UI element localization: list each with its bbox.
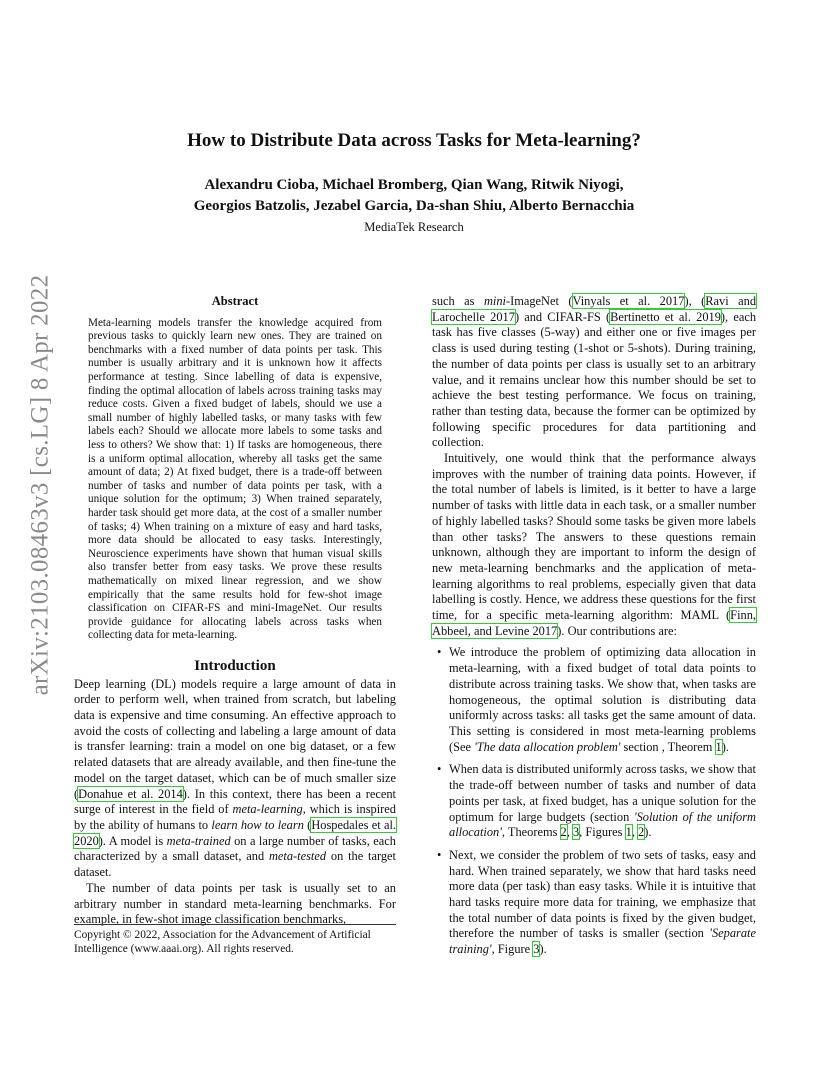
right-paragraph-2	[432, 451, 756, 639]
authors-line-1: Alexandru Cioba, Michael Bromberg, Qian Wang, Ritwik Niyogi,	[204, 177, 624, 193]
emphasis: meta-tested	[268, 849, 327, 864]
text-run: When data is distributed uniformly across tasks, we show that the trade-off between number of tasks and number of data points per task, at fixed budget, has a unique solution for the optimum for large budgets (section	[449, 762, 756, 824]
emphasis: learn how to learn	[211, 817, 304, 832]
text-run: ).	[721, 739, 729, 754]
arxiv-stamp-text: arXiv:2103.08463v3 [cs.LG] 8 Apr 2022	[26, 274, 53, 696]
contribution-item	[432, 762, 756, 841]
text-run: on the target dataset.	[74, 849, 396, 880]
text-run: Deep learning (DL) models require a large amount of data in order to perform well, when trained from scratch, but labeling data is expensive and time consuming. An effective approach to avoid the costs of collecting and labeling a large amount of data is transfer learning: train a model on one big dataset, or a few related datasets that are already available, and then fine-tune the model on the target dataset, which can be of much smaller size (	[74, 676, 396, 801]
text-run: ), each task has five classes (5-way) and either one or five images per class is used during testing (1-shot or 5-shots). During training, the number of data points per class is usually set to an arbitrary value, and it remains unclear how this number should be set to achieve the best testing performance. We focus on training, rather than testing data, because the former can be optimized by following specific procedures for data partitioning and collection.	[432, 309, 757, 450]
emphasis: 'Solution of the uniform allocation'	[449, 809, 756, 840]
right-column	[432, 294, 756, 965]
text-run: -ImageNet (	[505, 294, 573, 308]
figure-ref-link[interactable]: 1	[625, 825, 632, 840]
citation-link[interactable]: Vinyals et al. 2017	[572, 294, 685, 308]
emphasis: 'The data allocation problem'	[474, 739, 621, 754]
text-run: Intuitively, one would think that the performance always improves with the number of training data points. However, if the total number of labels is limited, is it better to have a large number of tasks with little data in each task, or a smaller number of highly labelled tasks? Should some tasks be given more labels than other tasks? The answers to these questions remain unknown, although they are important to inform the design of new meta-learning benchmarks and the application of meta-learning algorithms to real problems, especially given that data labelling is costly. Hence, we address these questions for the first time, for a specific meta-learning algorithm: MAML (	[432, 451, 756, 623]
figure-ref-link[interactable]: 2	[638, 825, 645, 840]
emphasis: mini	[483, 294, 506, 308]
text-run: on a large number of tasks, each characterized by a small dataset, and	[74, 833, 396, 864]
arxiv-identifier-stamp	[20, 274, 60, 696]
emphasis: meta-trained	[166, 833, 231, 848]
citation-link[interactable]: Donahue et al. 2014	[78, 786, 183, 801]
copyright-footnote: Copyright © 2022, Association for the Advancement of Artificial Intelligence (www.aaai.org). All rights reserved.	[74, 924, 396, 956]
contributions-list	[432, 645, 756, 957]
figure-ref-link[interactable]: 3	[533, 942, 540, 957]
theorem-ref-link[interactable]: 3	[572, 825, 580, 840]
abstract-heading: Abstract	[211, 294, 259, 308]
text-run: ,	[631, 825, 639, 840]
abstract-text: Meta-learning models transfer the knowledge acquired from previous tasks to quickly learn new ones. They are trained on benchmarks with a fixed number of data points per task. This number is usually arbitrary and it is unknown how it affects performance at testing. Since labelling of data is expensive, finding the optimal allocation of labels across training tasks may reduce costs. Given a fixed budget of labels, should we use a small number of highly labelled tasks, or many tasks with few labels each? Should we allocate more labels to some tasks and less to others? We show that: 1) If tasks are homogeneous, there is a uniform optimal allocation, whereby all tasks get the same amount of data; 2) At fixed budget, there is a trade-off between number of tasks and number of data points per task, with a unique solution for the optimum; 3) When trained separately, harder task should get more data, at the cost of a smaller number of tasks; 4) When training on a mixture of easy and hard tasks, more data should be allocated to easy tasks. Interestingly, Neuroscience experiments have shown that human visual skills also transfer better from easy tasks. We prove these results mathematically on mixed linear regression, and we show empirically that the same results hold for few-shot image classification on CIFAR-FS and mini-ImageNet. Our results provide guidance for allocating labels across tasks when collecting data for meta-learning.	[88, 316, 382, 642]
text-run: ). Our contributions are:	[557, 623, 677, 638]
text-run: ).	[644, 825, 652, 840]
text-run: ), (	[684, 294, 706, 308]
text-run: such as	[432, 294, 484, 308]
text-run: We introduce the problem of optimizing data allocation in meta-learning, with a fixed budget of total data points to distribute across training tasks. We show that, when tasks are homogeneous, the optimal solution is distributing data uniformly across tasks: all tasks get the same amount of data. This setting is considered in most meta-learning problems (See	[449, 645, 756, 754]
text-run: ). A model is	[98, 833, 167, 848]
contribution-item	[432, 848, 756, 958]
text-run: ). In this context, there has been a recent surge of interest in the field of	[74, 786, 396, 817]
emphasis: meta-learning	[232, 802, 303, 817]
introduction-heading: Introduction	[194, 657, 276, 674]
text-run: Next, we consider the problem of two sets of tasks, easy and hard. When trained separately, we show that hard tasks need more data (per task) than easy tasks. While it is intuitive that hard tasks require more data for training, we emphasize that the total number of data points is fixed by the given budget, therefore the number of tasks is smaller (section	[449, 847, 756, 941]
text-run: ,	[566, 825, 573, 840]
citation-link[interactable]: Bertinetto et al. 2019	[610, 309, 721, 324]
citation-link[interactable]: Finn, Abbeel, and Levine 2017	[432, 608, 756, 638]
right-paragraph-1	[432, 294, 756, 451]
text-run: , Figure	[491, 942, 534, 957]
theorem-ref-link[interactable]: 2	[560, 825, 567, 840]
contribution-item	[432, 645, 756, 755]
emphasis: 'Separate training'	[449, 926, 756, 957]
text-run: , Theorems	[501, 825, 561, 840]
left-column	[74, 294, 396, 928]
paper-title: How to Distribute Data across Tasks for Meta-learning?	[187, 130, 641, 151]
text-run: ) and CIFAR-FS (	[514, 309, 611, 324]
text-run: (	[303, 817, 312, 832]
authors-line-2: Georgios Batzolis, Jezabel Garcia, Da-shan Shiu, Alberto Bernacchia	[193, 198, 635, 214]
text-run: section , Theorem	[620, 739, 716, 754]
text-run: ).	[539, 942, 547, 957]
affiliation: MediaTek Research	[364, 220, 464, 234]
citation-link[interactable]: Ravi and Larochelle 2017	[432, 294, 757, 324]
theorem-ref-link[interactable]: 1	[715, 739, 722, 754]
intro-paragraph-1	[74, 677, 396, 881]
intro-paragraph-2: The number of data points per task is usually set to an arbitrary number in standard meta-learning benchmarks. For example, in few-shot image classification benchmarks,	[74, 880, 396, 927]
author-list	[74, 175, 754, 217]
text-run: , Figures	[579, 825, 626, 840]
text-run: , which is inspired by the ability of humans to	[74, 802, 396, 832]
citation-link[interactable]: Hospedales et al. 2020	[74, 817, 396, 848]
